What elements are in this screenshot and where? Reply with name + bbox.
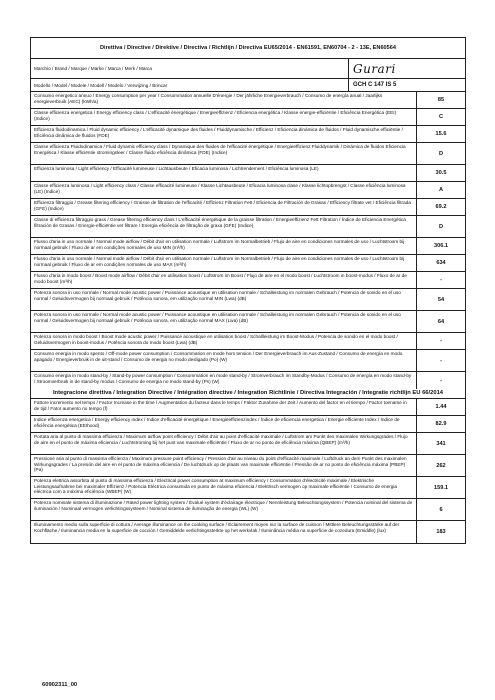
spec-value: C: [438, 114, 444, 120]
spec-label: Classe di efficienza filtraggio grass / Grease filtering efficiency class / L'efficacité énergétique de la graisse filtration / Energieeffizienz Fett Filtration / Índice de Eficiencia Energética filtración de Grasas / Energie-efficiëntie vet filtrare / Energia eficiência de filtração de graxa (GFE) (Indice): [31, 216, 417, 237]
spec-row: [31, 199, 465, 216]
spec-value: 64: [437, 318, 445, 325]
spec-label: Potenza nominale sistema di illuminazione / Rated power lighting system / Évalué system d'éclairage électrique / Nennleistung Beleuchtungssystem / Potencia nominal del sistema de iluminación / Nominaal vermogen verlichtingssysteem / Nominal sistema de iluminação de energia (WL) (W): [31, 499, 417, 520]
spec-row: [31, 455, 465, 477]
spec-row: [31, 92, 465, 109]
spec-label: Classe efficienza luminosa / Light efficiency class / Classe efficacité lumineuse / Klasse Lichtausbeute / Eficacia luminosa clase / Klasse lichtopbrengst / Classe eficiência luminosa (LE) (Indice): [31, 182, 417, 198]
spec-value: 634: [436, 260, 446, 266]
spec-row: [31, 372, 465, 389]
brand-logo: Gurari: [353, 61, 396, 76]
energy-label-table: [30, 37, 466, 544]
directive-rows: [31, 92, 465, 389]
model-row: [31, 79, 465, 92]
spec-value: 85: [437, 97, 445, 103]
spec-label: Potenza elettrica assorbita al punto di massima efficienza / Electrical power consumption at maximum efficiency / Consommation d'électricité maximale / Elektrische Leistungsaufnahme bei maximaler Effizienz / Potencia Eléctrica consumida en punto de máxima eficiencia / Elektrisch vermogen op maximale efficiëntie / Consumo de energia eléctrica com a máxima eficiência (WBEP) (W): [31, 477, 417, 498]
spec-row: [31, 272, 465, 289]
model-label: Modello / Model / Modele / Modell / Modelo / Verwijzing / Brincar: [31, 79, 349, 91]
spec-row: [31, 416, 465, 433]
spec-value: A: [438, 187, 444, 193]
spec-row: [31, 182, 465, 199]
document-code: 60902311_00: [42, 682, 78, 688]
spec-row: [31, 143, 465, 165]
spec-value: 159.1: [434, 484, 448, 491]
spec-label: Efficienza filtraggio / Grease filtering efficiency / Graisse de filtration de l'efficacité / Effizienz Filtration Fett / Eficiencia de Filtración de Grasas / Efficiency filtrate vet / Eficiência filtrada (GFE) (Indice): [31, 199, 417, 215]
model-value: GCH C 147 IS 5: [353, 82, 397, 88]
spec-label: Fattore incremento nel tempo / Factor Increase in the time / Augmentation du facteur dans le temps / Faktor Zunahme der Zeit / Aumento del factor en el tiempo / Factor toename in de tijd / Fator aumento no tempo (f): [31, 399, 417, 415]
integration-rows: [31, 399, 465, 543]
spec-value: -: [440, 277, 442, 283]
spec-value: 69.2: [435, 204, 447, 210]
spec-value: 341: [436, 440, 446, 447]
spec-value: 1.44: [435, 404, 447, 410]
spec-label: Potenza sonora in uso normale / Normal mode acustic power / Puissance acoustique en utilisation normale / Schalleistung im normalen Gebrauch / Potencia de sonido en el uso normal / Geluidsvermogen bij normaal gebruik / Potência sonora, em utilização normal MAX (Lwa) (dB): [31, 311, 417, 332]
spec-label: Classe efficienza energetica / Energy efficiency class / L'efficacité énergétique / Energieeffizienz / Eficiencia energética / Klasse energie-efficiëntie / Eficiência Energética (EEI) (Indice): [31, 109, 417, 125]
spec-row: [31, 433, 465, 455]
spec-row: [31, 109, 465, 126]
spec-row: [31, 255, 465, 272]
spec-row: [31, 499, 465, 521]
spec-value: 54: [437, 296, 445, 303]
spec-label: Efficienza luminosa / Light efficiency / Efficacité lumineuse / Lichtausbeute / Eficacia luminosa / Lichtrendement / Eficiência luminosa (LE): [31, 165, 417, 181]
spec-value: 306.1: [434, 243, 448, 249]
integration-header: Integracione direttiva / Integration Directive / Intégration directive / Integration Richtlinie / Directiva Integración / Integratie richtlijn EU 66/2014: [31, 389, 465, 399]
spec-row: [31, 333, 465, 350]
spec-label: Consumo energia in modo stand-by / Stand-by power consumption / Consommation en mode stand-by / Stromverbrauch im Standby-Modus / Consumo de energía en modo stand-by / Stroomverbruik in de stand-by modus / Consumo de energia no modo stand-by (Ps) (W): [31, 372, 417, 389]
spec-value: -: [440, 357, 442, 364]
spec-value: 82.9: [435, 421, 447, 427]
brand-row: [31, 59, 465, 79]
spec-label: Pressione aria al punto di massima efficienza / Maximum pressure point efficiency / Pression d'air au niveau du point d'efficacité maximale / Luftdruck an dem Punkt des maximalen Wirkungsgrades / La presión del aire en el punto de máxima eficiencia / De luchtdruck op de plaats van maximale efficiëntie / Pressão de ar no ponto de eficiência máxima (PBEP) (Pa): [31, 455, 417, 476]
spec-value: D: [438, 150, 444, 157]
spec-value: 262: [436, 462, 446, 469]
spec-value: -: [440, 377, 442, 384]
spec-row: [31, 399, 465, 416]
spec-label: Flusso d'aria in modo boost / Boost mode airflow / Débit d'air en utilisation boost / Luftstrom im Boost / Flujo de aire en el modo boost / Luchtstroom in boost-modus / Fluxo de ar de modo boost (m³/h): [31, 272, 417, 288]
spec-label: Illuminamento medio sulla superficie di cottura / Average illuminance on the cooking surface / Éclairement moyen sur la surface de cuisson / Mittlere Beleuchtungsstärke auf der Kochfläche / Iluminancia media en la superficie de cocción / Gemiddelde verlichtingssterkte op het werkvlak / Iluminância média na superfície de cozedura (Emiddle) (lux): [31, 521, 417, 543]
spec-label: Flusso d'aria in uso normale / Normal mode airflow / Débit d'air en utilisation normale / Luftstrom im Normalbetrieb / Flujo de aire en condiciones normales de uso / Luchtstroom bij normaal gebruik / Fluxo de ar em condições normales de uso MAX (m³/h): [31, 255, 417, 271]
spec-row: [31, 521, 465, 543]
spec-value: 15.6: [435, 131, 447, 137]
spec-label: Potenza sonora in uso normale / Normal mode acustic power / Puissance acoustique en utilisation normale / Schalleistung im normalen Gebrauch / Potencia de sonido en el uso normal / Geluidsvermogen bij normaal gebruik / Potência sonora, em utilização normal MIN (Lwa) (dB): [31, 289, 417, 310]
directive-header: Direttiva / Directive / Direktive / Directiva / Richtlijn / Directiva EU65/2014 - EN61591, EN60704 - 2 - 13E, EN60564: [31, 38, 465, 59]
spec-label: Potenza sonora in modo boost / Boost mode acustic power / Puissance acoustique en utilisation boost / Schallleistung im Boost-Modus / Potencia de sonido en el modo boost / Geluidsvermogen in boost-modus / Potência sonora do modo boost (Lwa) (dB): [31, 333, 417, 349]
spec-row: [31, 238, 465, 255]
spec-label: Flusso d'aria in uso normale / Normal mode airflow / Débit d'air en utilisation normale / Luftstrom im Normalbetrieb / Flujo de aire en condiciones normales de uso / Luchtstroom bij normaal gebruik / Fluxo de ar em condições normales de uso MIN (m³/h): [31, 238, 417, 254]
spec-row: [31, 289, 465, 311]
spec-value: 30.5: [435, 170, 447, 176]
spec-label: Efficienza fluidodinamica / Fluid dynamic efficiency / L'efficacité dynamique des fluides / Fluiddynamische / Efficienz / Eficiencia dinámica de fluidos / Fluid dynamische efficiëntie / Eficiência dinâmica de fluidos (FDE): [31, 126, 417, 142]
brand-label: Marchio / Brand / Marque / Marke / Marca / Merk / Marca: [31, 59, 349, 78]
spec-row: [31, 311, 465, 333]
spec-row: [31, 216, 465, 238]
spec-value: 183: [436, 529, 446, 535]
spec-value: D: [438, 223, 444, 230]
spec-value: -: [440, 338, 442, 344]
spec-label: Consumo energia in modo spento / Off-mode power consumption / Consommation en mode hors tension / Der Energieverbrauch im Aus-Zustand / Consumo de energía en modo apagado / Energieverbruik in de uit-stand / Consumo de energia no modo desligado (Po) (W): [31, 350, 417, 371]
spec-row: [31, 165, 465, 182]
spec-label: Classe efficienza Fluidodinamica / Fluid dynamic efficiency class / Dynamique des fluides de l'efficacité énergétique / Energieeffizienz Fluiddynamik / Dinámica de fluidos Eficiencia Energética / Klasse efficiëntie stromingsleer / Classe fluido eficiência dinâmica (FDE) (Indice): [31, 143, 417, 164]
spec-label: Portata aria al punto di massima efficienza / Maximum airflow point efficiency / Débit d'air au point d'efficacité maximale / Luftstrom am Punkt des maximalen Wirkungsgrades / Flujo de aire en el punto de máxima eficiencia / Luchtstroming bij het punt van maximale efficiëntie / Fluxo de ar no ponto de eficiência máxima (QBEP) (m³/h): [31, 433, 417, 454]
spec-value: 6: [439, 506, 443, 513]
spec-row: [31, 126, 465, 143]
spec-row: [31, 477, 465, 499]
spec-label: Consumo energetico annuo / Energy consumption per year / Consommation annuelle D'énergie / Der jährliche Energieverbrauch / Consumo de energía anual / Jaarlijks energieverbruik (AEC) (kWh/a): [31, 92, 417, 108]
spec-label: Indice efficienza energetica / Energy efficiency index / Indice d'efficacité énergétique / Energieeffizienzindex / Índice de eficiencia energetica / Energie efficiente Index / Índice de eficiência energética (EEIhood): [31, 416, 417, 432]
spec-row: [31, 350, 465, 372]
